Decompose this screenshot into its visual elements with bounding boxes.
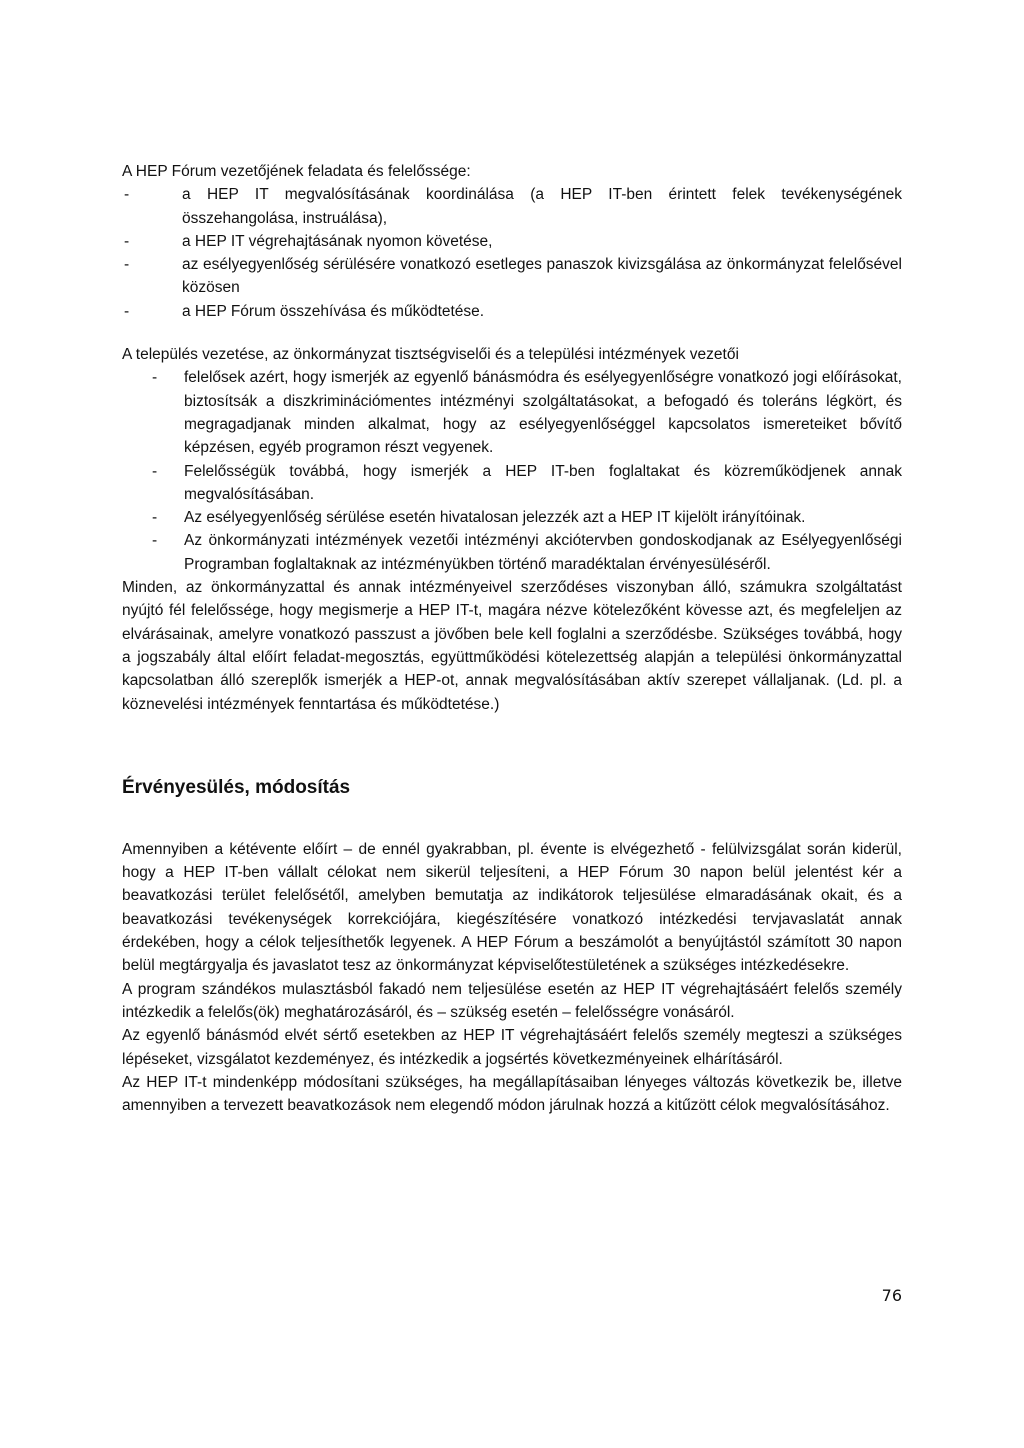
- list-item: - a HEP Fórum összehívása és működtetése.: [122, 300, 902, 323]
- page-number: 76: [881, 1286, 902, 1305]
- section-title: Érvényesülés, módosítás: [122, 776, 351, 798]
- body-paragraph: Amennyiben a kétévente előírt – de ennél gyakrabban, pl. évente is elvégezhető - felülvizsgálat során kiderül, hogy a HEP IT-ben vállalt célokat nem sikerül teljesíteni, a HEP Fórum 30 napon belül jelentést kér a beavatkozási terület felelősétől, amelyben bemutatja az indikátorok teljesülése elmaradásának okait, és a beavatkozási tevékenységek korrekciójára, kiegészítésére vonatkozó intézkedési tervjavaslatát annak érdekében, hogy a célok teljesíthetők legyenek. A HEP Fórum a beszámolót a benyújtástól számított 30 napon belül megtárgyalja és javaslatot tesz az önkormányzat képviselőtestületének a szükséges intézkedésekre.: [122, 840, 902, 975]
- list-item: - Felelősségük továbbá, hogy ismerjék a HEP IT-ben foglaltakat és közreműködjenek annak megvalósításában.: [122, 460, 902, 507]
- body-paragraph: A program szándékos mulasztásból fakadó nem teljesülése esetén az HEP IT végrehajtásáért felelős személy intézkedik a felelős(ök) meghatározásáról, és – szükség esetén – felelősségre vonásáról.: [122, 980, 902, 1021]
- section-heading: A HEP Fórum vezetőjének feladata és felelőssége:: [122, 163, 471, 180]
- section-heading: A település vezetése, az önkormányzat tisztségviselői és a települési intézmények vezetői: [122, 346, 739, 364]
- list-item: - Az önkormányzati intézmények vezetői intézményi akciótervben gondoskodjanak az Esélyegyenlőségi Programban foglaltaknak az intézményükben történő maradéktalan érvényesüléséről.: [122, 529, 902, 576]
- body-paragraph: Az egyenlő bánásmód elvét sértő esetekben az HEP IT végrehajtásáért felelős személy megteszi a szükséges lépéseket, vizsgálatot kezdeményez, és intézkedik a jogsértés következményeinek elhárításáról.: [122, 1027, 902, 1068]
- list-item: - Az esélyegyenlőség sérülése esetén hivatalosan jelezzék azt a HEP IT kijelölt irányítóinak.: [122, 506, 902, 529]
- list-item: - a HEP IT megvalósításának koordinálása (a HEP IT-ben érintett felek tevékenységének összehangolása, instruálása),: [122, 183, 902, 230]
- list-item: - a HEP IT végrehajtásának nyomon követése,: [122, 230, 902, 253]
- list-item: - az esélyegyenlőség sérülésére vonatkozó esetleges panaszok kivizsgálása az önkormányzat felelősével közösen: [122, 253, 902, 300]
- leaders-list: [122, 366, 902, 576]
- list-item: - felelősek azért, hogy ismerjék az egyenlő bánásmódra és esélyegyenlőségre vonatkozó jogi előírásokat, biztosítsák a diszkriminációmentes intézményi szolgáltatásokat, a befogadó és toleráns légkört, és megragadjanak minden alkalmat, hogy az esélyegyenlőséggel kapcsolatos ismereteiket bővítő képzésen, egyéb programon részt vegyenek.: [122, 366, 902, 459]
- responsibility-list: [122, 183, 902, 323]
- body-paragraph: Az HEP IT-t mindenképp módosítani szükséges, ha megállapításaiban lényeges változás következik be, illetve amennyiben a tervezett beavatkozások nem elegendő módon járulnak hozzá a kitűzött célok megvalósításához.: [122, 1073, 902, 1115]
- document-page: [122, 160, 902, 1117]
- body-paragraph: Minden, az önkormányzattal és annak intézményeivel szerződéses viszonyban álló, számukra szolgáltatást nyújtó fél felelőssége, hogy megismerje a HEP IT-t, magára nézve kötelezőként kövesse azt, és megfeleljen az elvárásainak, amelyre vonatkozó passzust a jövőben bele kell foglalni a szerződésbe. Szükséges továbbá, hogy a jogszabály által előírt feladat-megosztás, együttműködési kötelezettség alapján a települési önkormányzattal kapcsolatban álló szereplők ismerjék a HEP-ot, annak megvalósításában aktív szerepet vállaljanak. (Ld. pl. a köznevelési intézmények fenntartása és működtetése.): [122, 579, 902, 713]
